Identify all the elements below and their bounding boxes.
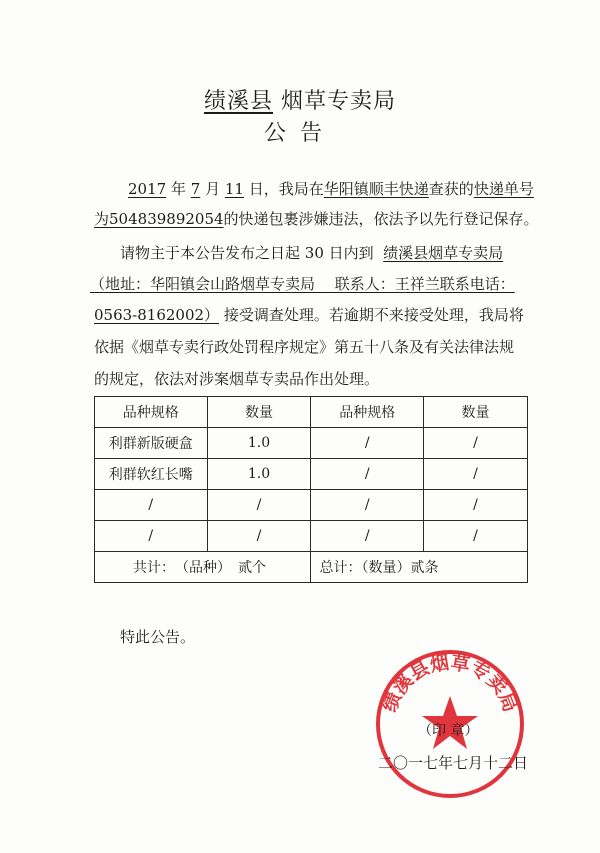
tracking-prefix: 为 [94, 210, 110, 228]
header-cell: 品种规格 [311, 397, 424, 428]
tracking-number: 504839892054 [109, 210, 224, 228]
contact-phone: 0563-8162002） [94, 306, 220, 324]
seized-goods-table [94, 396, 528, 583]
table-row [95, 459, 528, 490]
notice-date: 二〇一七年七月十二日 [378, 754, 529, 772]
table-cell: / [424, 490, 528, 521]
notice-month: 7 [190, 180, 201, 198]
header-cell: 品种规格 [95, 397, 208, 428]
table-cell: 1.0 [207, 459, 311, 490]
table-total-row [95, 552, 528, 583]
header-cell: 数量 [207, 397, 311, 428]
para2-line3 [94, 304, 524, 325]
para1-line2 [94, 208, 539, 229]
action-text: 查获的 [428, 180, 474, 198]
day-unit: 日，我局在 [248, 180, 324, 198]
header-cell: 数量 [424, 397, 528, 428]
table-cell: 利群新版硬盒 [95, 428, 208, 459]
para2-line4: 依据《烟草专卖行政处罚程序规定》第五十八条及有关法律法规 [94, 338, 515, 356]
table-cell: / [311, 428, 424, 459]
seizure-place: 华阳镇顺丰快递 [323, 180, 429, 198]
year-unit: 年 [170, 180, 186, 198]
contact-office: 绩溪县烟草专卖局 [383, 244, 504, 262]
para2-line5: 的规定，依法对涉案烟草专卖品作出处理。 [94, 370, 380, 388]
para2-line2: （地址：华阳镇会山路烟草专卖局 联系人：王祥兰联系电话： [90, 275, 515, 293]
closing-text: 特此公告。 [120, 628, 196, 646]
total-varieties: 共计： （品种） 贰个 [95, 552, 311, 583]
table-cell: / [311, 490, 424, 521]
table-header-row [95, 397, 528, 428]
table-cell: / [424, 521, 528, 552]
notice-day: 11 [224, 180, 244, 198]
table-row [95, 428, 528, 459]
table-cell: / [424, 428, 528, 459]
para2-line1-text: 请物主于本公告发布之日起 30 日内到 [120, 244, 374, 262]
table-cell: / [311, 459, 424, 490]
para2-line1 [120, 242, 503, 263]
document-heading: 公告 [263, 121, 336, 146]
org-department: 烟草专卖局 [281, 89, 397, 114]
para1-rest: 的快递包裹涉嫌违法，依法予以先行登记保存。 [223, 210, 539, 228]
organization-title [0, 84, 600, 115]
tracking-label: 快递单号 [473, 180, 534, 198]
table-cell: / [424, 459, 528, 490]
table-cell: 利群软红长嘴 [95, 459, 208, 490]
table-row [95, 490, 528, 521]
para1-line1 [128, 178, 534, 199]
seal-note: （印 章） [418, 723, 479, 739]
table-row [95, 521, 528, 552]
para2-line3-text: 接受调查处理。若逾期不来接受处理，我局将 [223, 306, 524, 324]
table-cell: / [95, 521, 208, 552]
month-unit: 月 [205, 180, 221, 198]
total-quantity: 总计：（数量）贰条 [311, 552, 528, 583]
table-cell: / [95, 490, 208, 521]
table-cell: / [207, 521, 311, 552]
org-name: 绩溪县 [203, 89, 273, 114]
notice-year: 2017 [128, 180, 167, 198]
seal-text-path: 绩溪县烟草专卖局 [378, 651, 522, 716]
table-cell: / [207, 490, 311, 521]
table-cell: / [311, 521, 424, 552]
table-cell: 1.0 [207, 428, 311, 459]
